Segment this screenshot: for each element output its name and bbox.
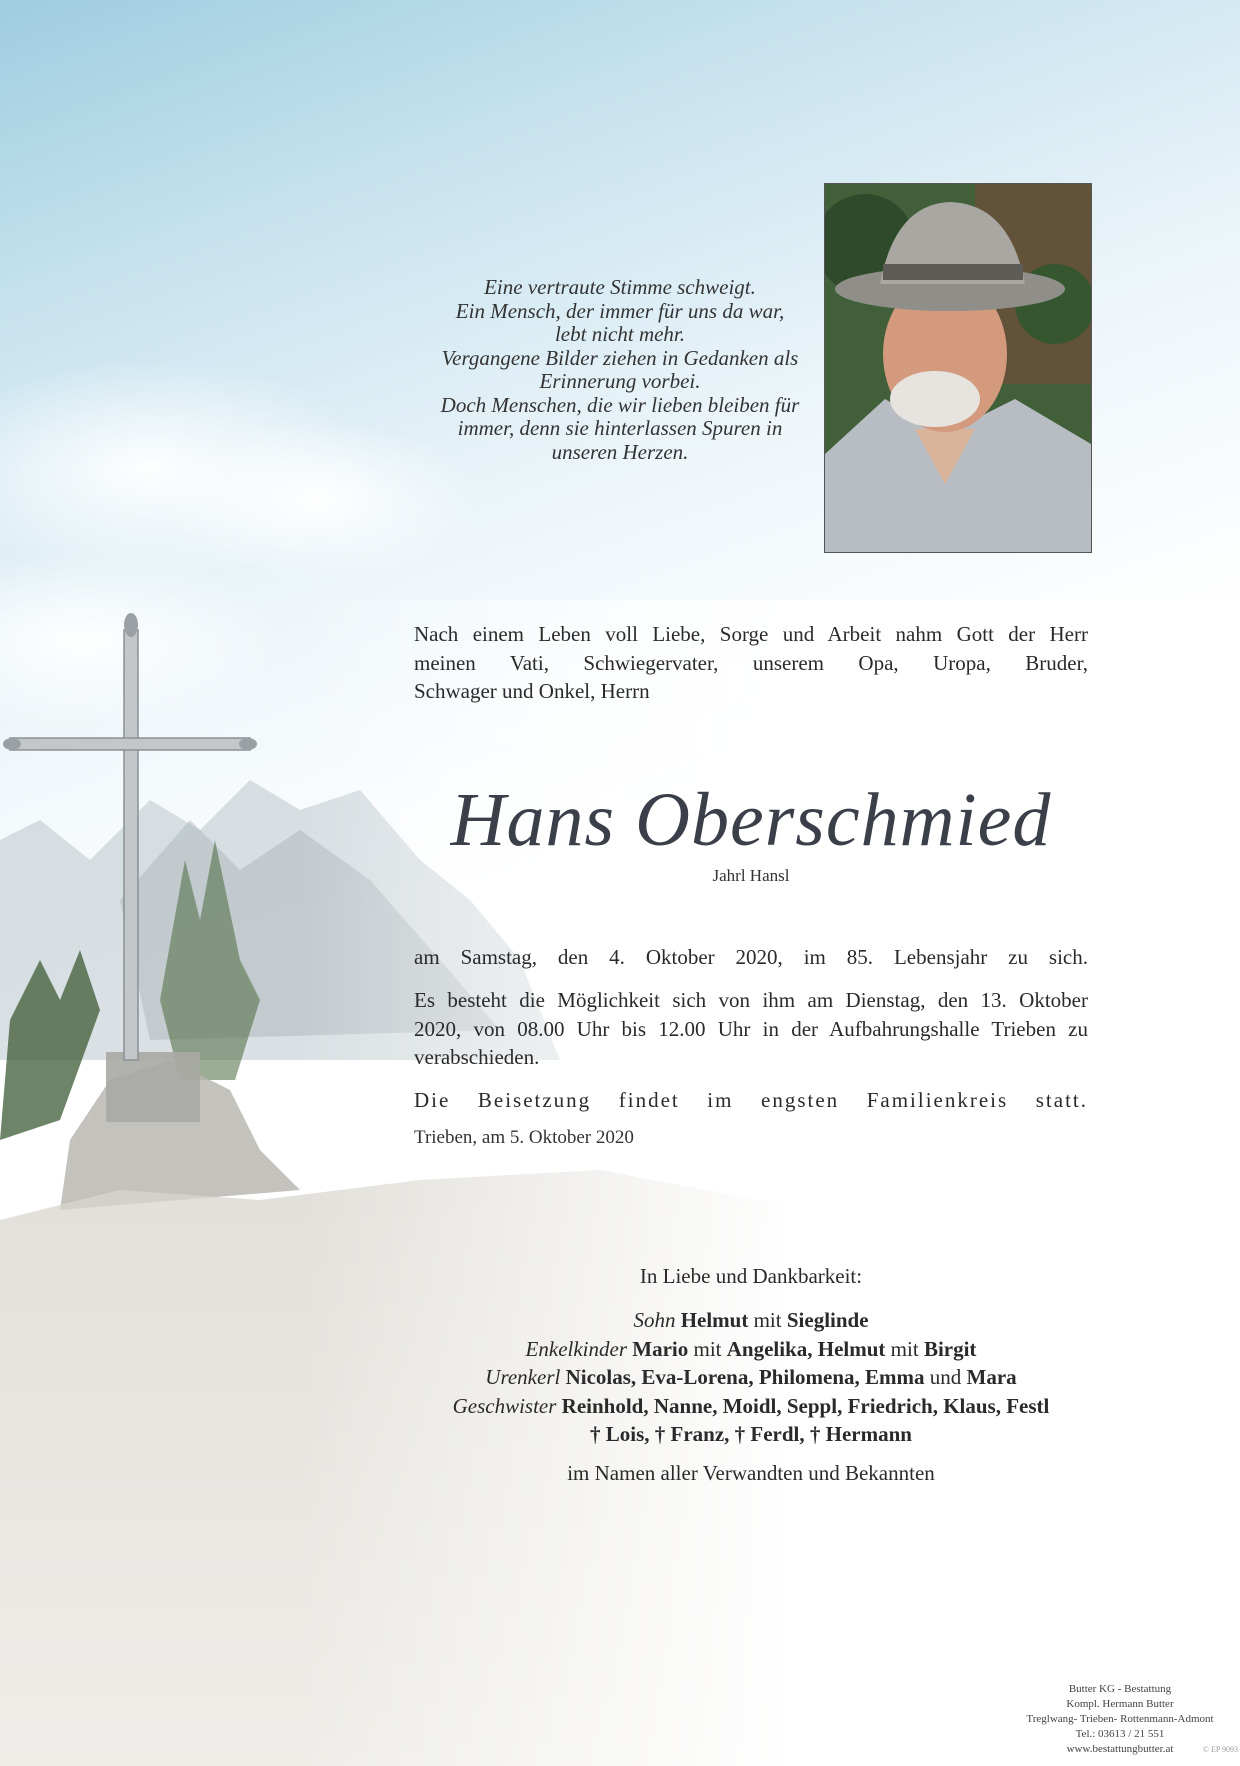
relation-label: Urenkerl (485, 1365, 561, 1389)
mourners-list (414, 1306, 1088, 1449)
imprint-line: Tel.: 03613 / 21 551 (1075, 1728, 1165, 1740)
mourner-name: Mara (966, 1365, 1017, 1389)
intro-line: meinen Vati, Schwiegervater, unserem Opa, Uropa, Bruder, (414, 650, 1088, 675)
farewell-paragraph (414, 986, 1088, 1072)
intro-paragraph (414, 620, 1088, 706)
relation-label: Geschwister (452, 1393, 557, 1418)
mourner-line-deceased-siblings (414, 1420, 1088, 1449)
poem-line: Eine vertraute Stimme schweigt. (484, 275, 756, 299)
deceased-portrait-photo (824, 183, 1092, 553)
deceased-siblings: † Lois, † Franz, † Ferdl, † Hermann (590, 1422, 912, 1446)
mourner-line-grandchildren (414, 1335, 1088, 1364)
poem-line: Ein Mensch, der immer für uns da war, (455, 298, 785, 323)
farewell-line: Es besteht die Möglichkeit sich von ihm am Dienstag, den 13. Oktober (414, 988, 1088, 1012)
poem-line: lebt nicht mehr. (554, 322, 686, 346)
deceased-nickname: Jahrl Hansl (712, 866, 790, 885)
relation-label: Enkelkinder (525, 1336, 627, 1361)
joiner-word: mit (693, 1336, 722, 1361)
intro-line: Schwager und Onkel, Herrn (414, 679, 650, 703)
death-date-line: am Samstag, den 4. Oktober 2020, im 85. Lebensjahr zu sich. (414, 945, 1088, 969)
intro-line: Nach einem Leben voll Liebe, Sorge und Arbeit nahm Gott der Herr (414, 622, 1088, 646)
poem-line: unseren Herzen. (551, 439, 689, 464)
joiner-word: und (929, 1365, 962, 1389)
deceased-name: Hans Oberschmied (450, 778, 1052, 862)
relation-label: Sohn (633, 1308, 676, 1332)
memorial-poem (412, 276, 828, 464)
imprint-line: Treglwang- Trieben- Rottenmann-Admont (1026, 1713, 1214, 1725)
mourner-name: Helmut (680, 1308, 749, 1332)
joiner-word: mit (753, 1308, 782, 1332)
poem-line: immer, denn sie hinterlassen Spuren in (457, 416, 783, 440)
burial-notice: Die Beisetzung findet im engsten Familienkreis statt. (414, 1088, 1088, 1112)
imprint-line: Kompl. Hermann Butter (1066, 1698, 1174, 1710)
imprint-code: © EP 9093 (1202, 1745, 1238, 1754)
imprint-line: Butter KG - Bestattung (1068, 1683, 1172, 1695)
mourner-name: Sieglinde (786, 1308, 869, 1332)
mourner-line-siblings (414, 1392, 1088, 1421)
joiner-word: mit (890, 1336, 919, 1361)
closing-line: im Namen aller Verwandten und Bekannten (567, 1461, 935, 1485)
poem-line: Vergangene Bilder ziehen in Gedanken als (441, 345, 799, 370)
mourner-name: Nicolas, Eva-Lorena, Philomena, Emma (565, 1365, 925, 1389)
mourner-name: Angelika, Helmut (726, 1336, 886, 1361)
poem-line: Erinnerung vorbei. (539, 369, 701, 393)
mourner-name: Birgit (923, 1336, 977, 1361)
mourner-name: Mario (632, 1336, 689, 1361)
farewell-line: verabschieden. (414, 1045, 540, 1069)
place-and-date: Trieben, am 5. Oktober 2020 (414, 1127, 634, 1148)
imprint-website: www.bestattungbutter.at (1066, 1743, 1174, 1755)
mourners-heading: In Liebe und Dankbarkeit: (639, 1264, 863, 1288)
mourner-line-son (414, 1306, 1088, 1335)
mourner-line-great-grandchildren (414, 1363, 1088, 1392)
funeral-home-imprint (1020, 1682, 1238, 1757)
mourner-name: Reinhold, Nanne, Moidl, Seppl, Friedrich, Klaus, Festl (561, 1393, 1050, 1418)
poem-line: Doch Menschen, die wir lieben bleiben für (440, 392, 800, 417)
farewell-line: 2020, von 08.00 Uhr bis 12.00 Uhr in der Aufbahrungshalle Trieben zu (414, 1016, 1088, 1041)
